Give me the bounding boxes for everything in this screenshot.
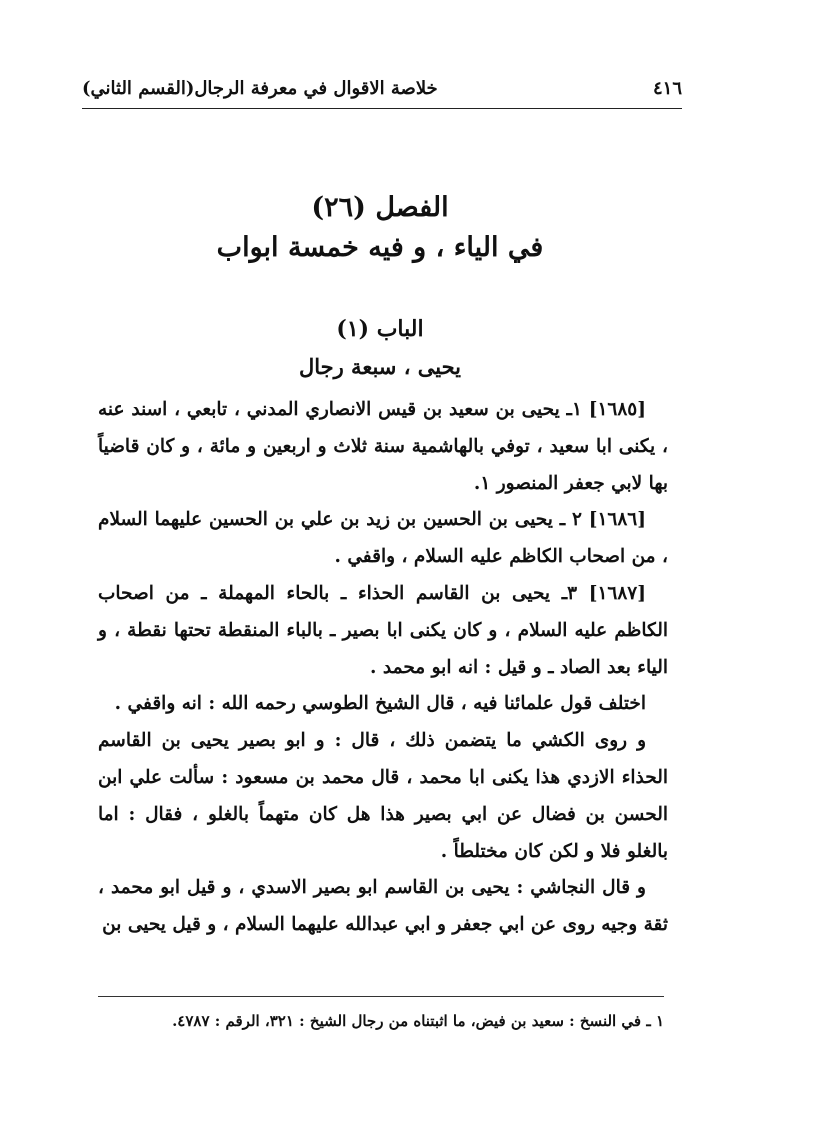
entry-1686: [١٦٨٦] ٢ ـ يحيى بن الحسين بن زيد بن علي بن الحسين عليهما السلام ، من اصحاب الكاظم عليه السلام ، واقفي . [98, 509, 668, 568]
footnote: ١ ـ في النسخ : سعيد بن فيض، ما اثبتناه من رجال الشيخ : ٣٢١، الرقم : ٤٧٨٧. [172, 1012, 664, 1030]
chapter-subtitle: في الياء ، و فيه خمسة ابواب [216, 232, 544, 263]
section-subtitle: يحيى ، سبعة رجال [298, 354, 462, 379]
entry-1687: [١٦٨٧] ٣ـ يحيى بن القاسم الحذاء ـ بالحاء المهملة ـ من اصحاب الكاظم عليه السلام ، و كان يكنى ابا بصير ـ بالباء المنقطة تحتها نقطة ، و الياء بعد الصاد ـ و قيل : انه ابو محمد . [98, 582, 668, 678]
running-title: خلاصة الاقوال في معرفة الرجال(القسم الثاني) [82, 77, 438, 99]
entry-1685: [١٦٨٥] ١ـ يحيى بن سعيد بن قيس الانصاري المدني ، تابعي ، اسند عنه ، يكنى ابا سعيد ، توفي بالهاشمية سنة ثلاث و اربعين و مائة ، و كان قاضياً بها لابي جعفر المنصور ١. [98, 399, 668, 494]
body-text [98, 392, 668, 944]
page-header [82, 70, 682, 106]
header-divider [82, 108, 682, 109]
footnote-divider [98, 996, 664, 997]
paragraph-opinions: اختلف قول علمائنا فيه ، قال الشيخ الطوسي رحمه الله : انه واقفي . [114, 693, 646, 715]
chapter-title: الفصل (٢٦) [311, 192, 449, 223]
paragraph-kashshi: و روى الكشي ما يتضمن ذلك ، قال : و ابو بصير يحيى بن القاسم الحذاء الازدي هذا يكنى ابا محمد ، قال محمد بن مسعود : سألت علي ابن الحسن بن فضال عن ابي بصير هذا هل كان متهماً بالغلو ، فقال : اما بالغلو فلا و لكن كان مختلطاً . [98, 730, 668, 862]
page-number: ٤١٦ [652, 77, 682, 99]
paragraph-najashi: و قال النجاشي : يحيى بن القاسم ابو بصير الاسدي ، و قيل ابو محمد ، ثقة وجيه روى عن ابي جعفر و ابي عبدالله عليهما السلام ، و قيل يحيى بن [98, 877, 668, 936]
section-title: الباب (١) [336, 316, 424, 342]
